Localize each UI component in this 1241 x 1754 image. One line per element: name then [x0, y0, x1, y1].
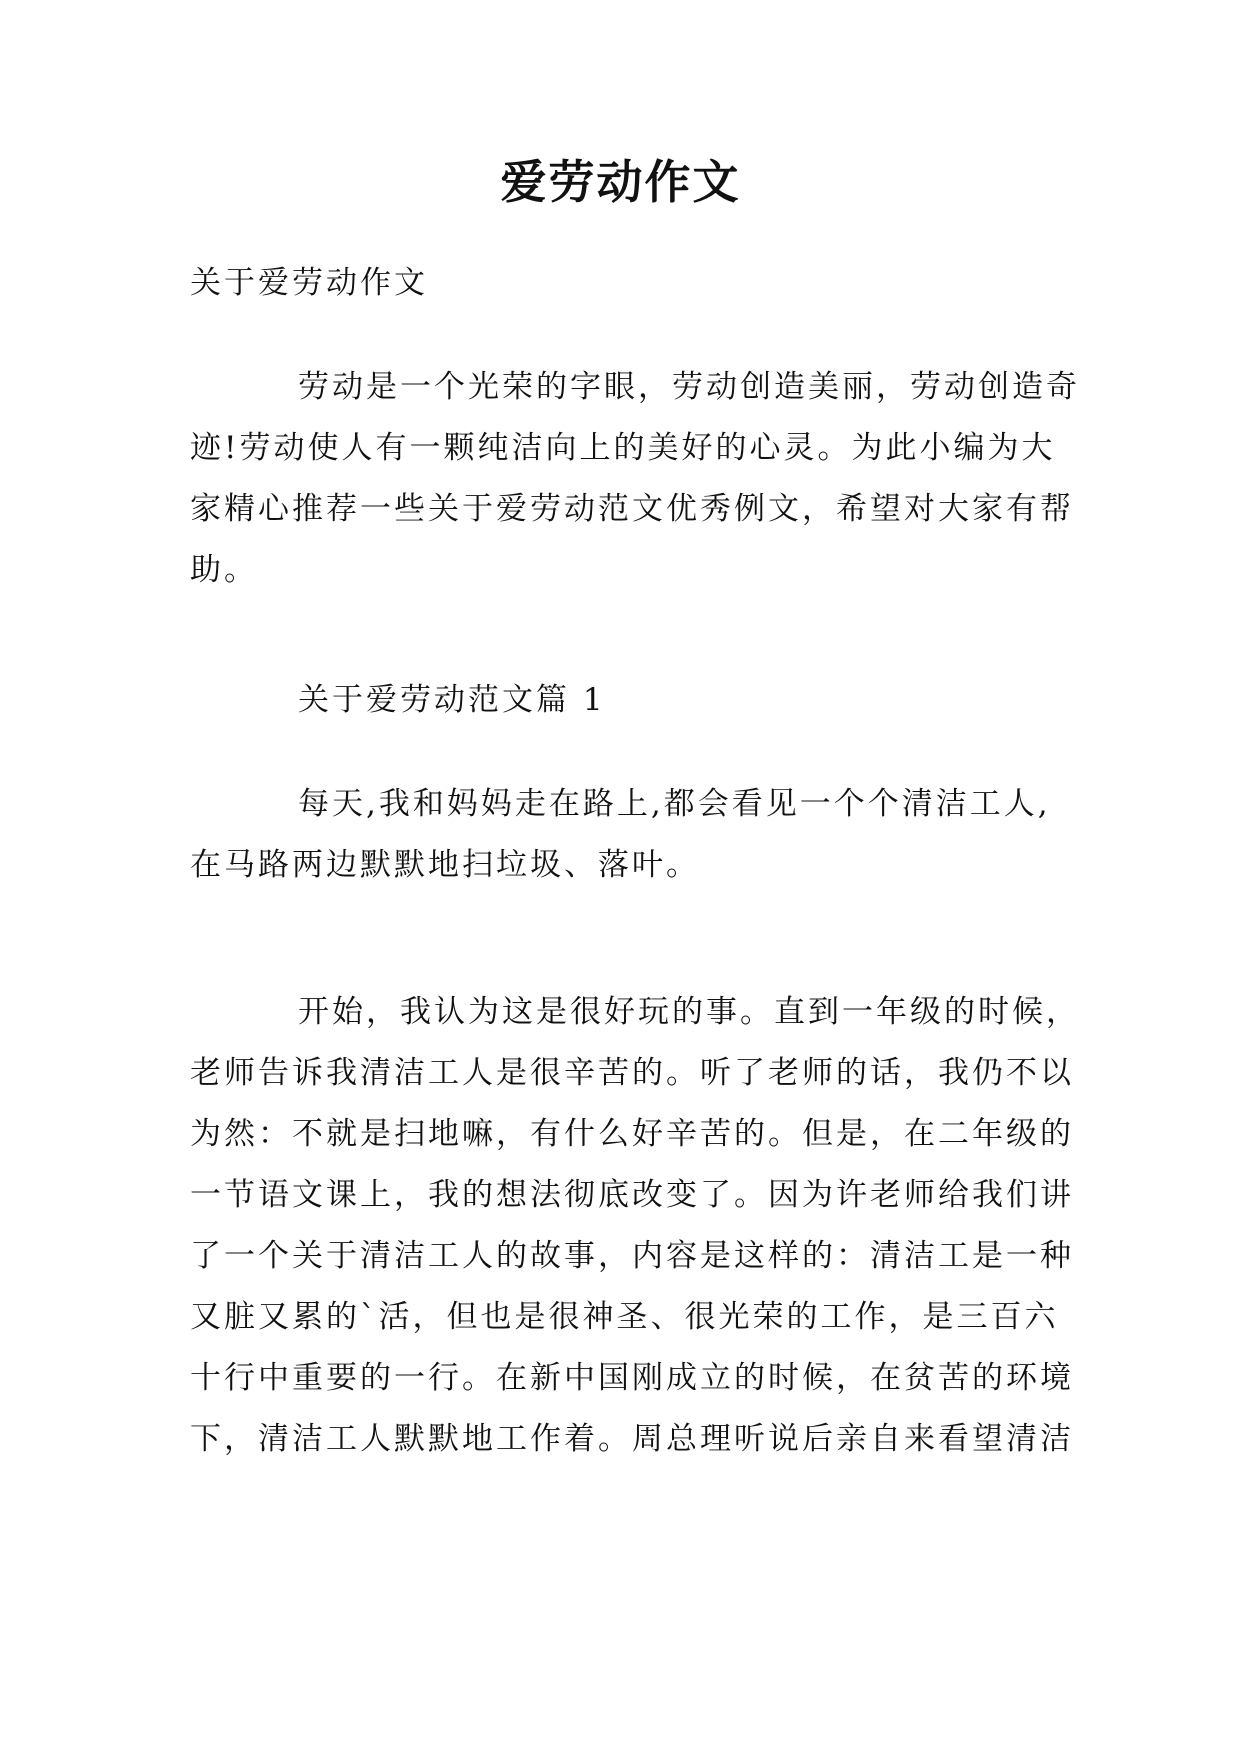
intro-paragraph — [190, 357, 1080, 601]
paragraph-line: 下，清洁工人默默地工作着。周总理听说后亲自来看望清洁 — [190, 1421, 1074, 1457]
paragraph-line: 老师告诉我清洁工人是很辛苦的。听了老师的话，我仍不以 — [190, 1055, 1074, 1091]
document-title: 爱劳动作文 — [500, 155, 741, 209]
paragraph-line: 又脏又累的`活，但也是很神圣、很光荣的工作，是三百六 — [190, 1299, 1059, 1335]
paragraph-2 — [190, 982, 1080, 1470]
intro-line: 劳动是一个光荣的字眼，劳动创造美丽，劳动创造奇 — [298, 369, 1080, 405]
paragraph-line: 十行中重要的一行。在新中国刚成立的时候，在贫苦的环境 — [190, 1360, 1074, 1396]
intro-line: 迹!劳动使人有一颗纯洁向上的美好的心灵。为此小编为大 — [190, 430, 1056, 466]
paragraph-line: 了一个关于清洁工人的故事，内容是这样的：清洁工是一种 — [190, 1238, 1074, 1274]
paragraph-line: 每天,我和妈妈走在路上,都会看见一个个清洁工人, — [298, 786, 1051, 822]
section-heading — [190, 670, 1060, 731]
subtitle-line: 关于爱劳动作文 — [190, 265, 428, 301]
paragraph-line: 在马路两边默默地扫垃圾、落叶。 — [190, 847, 700, 883]
document-subtitle — [190, 253, 1060, 314]
paragraph-line: 为然：不就是扫地嘛，有什么好辛苦的。但是，在二年级的 — [190, 1116, 1074, 1152]
paragraph-line: 一节语文课上，我的想法彻底改变了。因为许老师给我们讲 — [190, 1177, 1074, 1213]
intro-line: 家精心推荐一些关于爱劳动范文优秀例文，希望对大家有帮 — [190, 491, 1074, 527]
paragraph-1 — [190, 774, 1060, 896]
paragraph-line: 开始，我认为这是很好玩的事。直到一年级的时候， — [298, 994, 1080, 1030]
section-heading-line: 关于爱劳动范文篇 1 — [298, 682, 606, 718]
intro-line: 助。 — [190, 552, 258, 588]
